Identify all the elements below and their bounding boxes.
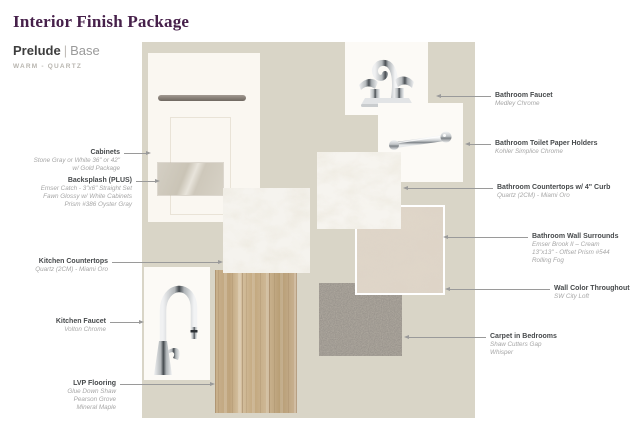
- annotation-title: LVP Flooring: [73, 380, 116, 387]
- leader-line-bathroom-faucet: [441, 96, 491, 97]
- cabinet-handle: [158, 95, 246, 101]
- annotation-detail: Emser Catch - 3"x6" Straight Set: [40, 185, 132, 192]
- package-tier: Base: [70, 43, 100, 58]
- annotation-wall-surrounds: [532, 233, 618, 265]
- kitchen-faucet-drawing: [144, 267, 210, 380]
- backsplash-sample: [158, 163, 223, 195]
- annotation-detail: Shaw Cutters Gap: [490, 341, 542, 348]
- kitchen-faucet-image: [144, 267, 210, 380]
- bathroom-quartz-texture: [317, 152, 401, 229]
- package-separator: |: [63, 43, 68, 58]
- annotation-kitchen-countertops: [35, 258, 108, 274]
- annotation-detail: Emser Brook II – Cream: [532, 241, 600, 248]
- annotation-detail: Mineral Maple: [76, 404, 116, 411]
- leader-line-carpet: [409, 337, 486, 338]
- annotation-detail: Quartz (2CM) - Miami Oro: [497, 192, 570, 199]
- leader-line-wall-color: [450, 289, 550, 290]
- annotation-detail: Quartz (2CM) - Miami Oro: [35, 266, 108, 273]
- leader-arrow-backsplash: [155, 179, 160, 183]
- annotation-detail: Kohler Simplice Chrome: [495, 148, 563, 155]
- annotation-detail: Volton Chrome: [64, 326, 106, 333]
- annotation-title: Wall Color Throughout: [554, 285, 630, 292]
- annotation-detail: Glue Down Shaw: [67, 388, 116, 395]
- annotation-detail: w/ Gold Package: [72, 165, 120, 172]
- bathroom-countertop-sample: [317, 152, 401, 229]
- leader-arrow-toilet-paper-holders: [465, 142, 470, 146]
- leader-arrow-cabinets: [146, 151, 151, 155]
- annotation-title: Kitchen Faucet: [55, 318, 106, 325]
- annotation-detail: Pearson Grove: [73, 396, 116, 403]
- lvp-flooring-sample: [215, 270, 297, 413]
- annotation-wall-color: [554, 285, 630, 301]
- annotation-detail: Whisper: [490, 349, 514, 356]
- annotation-detail: Rolling Fog: [532, 257, 564, 264]
- annotation-detail: Medley Chrome: [495, 100, 540, 107]
- package-collection: Prelude: [13, 43, 61, 58]
- kitchen-quartz-texture: [223, 188, 310, 273]
- leader-arrow-kitchen-faucet: [139, 320, 144, 324]
- annotation-lvp-flooring: [67, 380, 116, 412]
- annotation-title: Bathroom Wall Surrounds: [532, 233, 619, 240]
- leader-line-kitchen-faucet: [110, 322, 139, 323]
- leader-arrow-wall-surrounds: [443, 235, 448, 239]
- leader-arrow-lvp-flooring: [210, 382, 215, 386]
- annotation-title: Carpet in Bedrooms: [490, 333, 557, 340]
- leader-line-wall-surrounds: [448, 237, 528, 238]
- annotation-bathroom-faucet: [495, 92, 553, 108]
- leader-arrow-bathroom-countertops: [403, 186, 408, 190]
- annotation-cabinets: [34, 149, 120, 173]
- package-subtitle: WARM - QUARTZ: [13, 63, 83, 70]
- leader-line-kitchen-countertops: [112, 262, 218, 263]
- annotation-title: Bathroom Countertops w/ 4" Curb: [497, 184, 611, 191]
- annotation-detail: 13"x13" - Offset Prism #544: [532, 249, 610, 256]
- annotation-toilet-paper-holders: [495, 140, 598, 156]
- annotation-title: Kitchen Countertops: [38, 258, 108, 265]
- annotation-title: Bathroom Faucet: [495, 92, 553, 99]
- leader-line-backsplash: [136, 181, 155, 182]
- annotation-detail: SW City Loft: [554, 293, 589, 300]
- annotation-detail: Fawn Glossy w/ White Cabinets: [43, 193, 132, 200]
- leader-line-cabinets: [124, 153, 146, 154]
- annotation-kitchen-faucet: [56, 318, 106, 334]
- annotation-detail: Stone Gray or White 36" or 42": [33, 157, 120, 164]
- package-name-line: [13, 43, 100, 58]
- annotation-title: Bathroom Toilet Paper Holders: [495, 140, 598, 147]
- leader-arrow-carpet: [404, 335, 409, 339]
- leader-line-bathroom-countertops: [408, 188, 493, 189]
- annotation-bathroom-countertops: [497, 184, 610, 200]
- leader-arrow-wall-color: [445, 287, 450, 291]
- leader-arrow-kitchen-countertops: [218, 260, 223, 264]
- kitchen-countertop-sample: [223, 188, 310, 273]
- annotation-detail: Prism #386 Oyster Gray: [64, 201, 132, 208]
- annotation-title: Cabinets: [90, 149, 120, 156]
- leader-line-lvp-flooring: [120, 384, 210, 385]
- annotation-title: Backsplash (PLUS): [67, 177, 132, 184]
- leader-arrow-bathroom-faucet: [436, 94, 441, 98]
- annotation-backsplash: [41, 177, 132, 209]
- leader-line-toilet-paper-holders: [470, 144, 491, 145]
- page-title: Interior Finish Package: [13, 12, 190, 31]
- annotation-carpet: [490, 333, 557, 357]
